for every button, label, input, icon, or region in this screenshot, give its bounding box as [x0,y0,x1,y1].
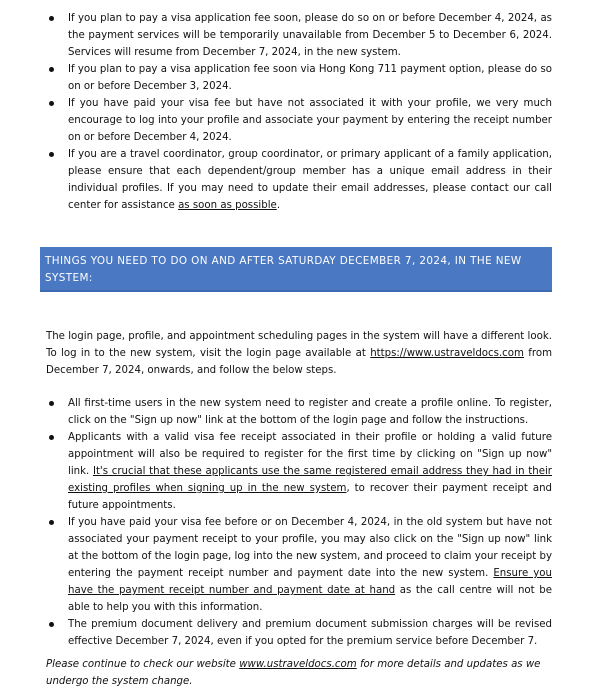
underlined-text: https://www.ustraveldocs.com [370,348,524,359]
text-run: . [276,200,281,211]
text-run: The login page, profile, and appointment scheduling pages in the system will have a different look. To log in to the new system, visit the login page available at [46,331,552,359]
bullet-item [46,395,552,429]
text-run: for more details and updates as we undergo the system change. [46,659,541,687]
text-run: All first-time users in the new system need to register and create a profile online. To register, click on the "Sign up now" link at the bottom of the login page and follow the instructions. [68,398,552,426]
bullet-item [46,95,552,146]
bullet-item [46,429,552,514]
text-run: as the call centre will not be able to help you with this information. [68,585,552,613]
text-run: If you plan to pay a visa application fee soon via Hong Kong 711 payment option, please do so on or before December 3, 2024. [68,64,552,92]
underlined-text: as soon as possible [178,200,277,211]
underlined-text: Ensure you have the payment receipt number and payment date at hand [68,568,552,596]
text-run: If you plan to pay a visa application fee soon, please do so on or before December 4, 2024, as the payment services will be temporarily unavailable from December 5 to December 6, 2024. Services will resume from December 7, 2024, in the new system. [68,13,552,58]
text-run: If you have paid your visa fee before or on December 4, 2024, in the old system but have not associated your payment receipt to your profile, you may also click on the "Sign up now" link at the bottom of the login page, log into the new system, and proceed to claim your receipt by entering the payment receipt number and payment date into the new system. [68,517,552,579]
text-run: The premium document delivery and premium document submission charges will be revised effective December 7, 2024, even if you opted for the premium service before December 7. [68,619,552,647]
text-run: Applicants with a valid visa fee receipt associated in their profile or holding a valid future appointment will also be required to register for the first time by clicking on "Sign up now" link. [68,432,552,477]
closing-note [46,656,552,690]
underlined-text: www.ustraveldocs.com [239,659,357,670]
text-run: Please continue to check our website [46,659,240,670]
bullet-item [46,616,552,650]
text-run: , to recover their payment receipt and future appointments. [68,483,553,511]
bullet-item [46,514,552,616]
text-run: from December 7, 2024, onwards, and follow the below steps. [46,348,552,376]
new-system-bullet-list [46,395,552,650]
text-run: If you are a travel coordinator, group coordinator, or primary applicant of a family application, please ensure that each dependent/group member has a unique email address in their individual profiles. If you may need to update their email addresses, please contact our call center for assistance [68,149,552,211]
section-heading-banner [40,247,552,292]
pre-migration-bullet-list [46,10,552,214]
intro-paragraph [46,328,552,379]
bullet-item [46,146,552,214]
section-heading-text: THINGS YOU NEED TO DO ON AND AFTER SATURDAY DECEMBER 7, 2024, IN THE NEW SYSTEM: [45,255,522,284]
text-run: If you have paid your visa fee but have not associated it with your profile, we very much encourage to log into your profile and associate your payment by entering the receipt number on or before December 4, 2024. [68,98,552,143]
bullet-item [46,61,552,95]
bullet-item [46,10,552,61]
underlined-text: It's crucial that these applicants use the same registered email address they had in their existing profiles when signing up in the new system [68,466,552,494]
